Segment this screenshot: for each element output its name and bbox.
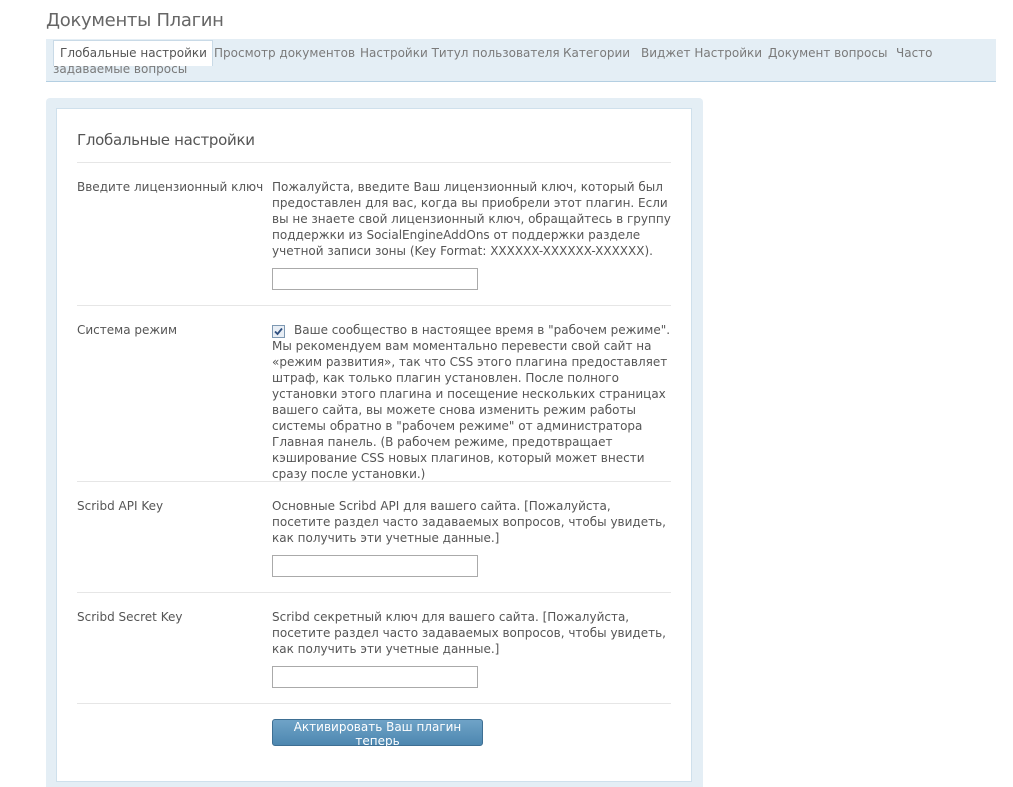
tab-view-documents[interactable]: Просмотр документов bbox=[214, 46, 356, 60]
divider bbox=[77, 481, 671, 482]
tab-user-title-settings[interactable]: Настройки Титул пользователя bbox=[360, 46, 560, 60]
license-key-description: Пожалуйста, введите Ваш лицензионный ключ, который был предоставлен для вас, когда вы приобрели этот плагин. Если вы не знаете свой лицензионный ключ, обращайтесь в группу поддержки из SocialEngineAddOns от поддержки разделе учетной записи зоны (Key Format: XXXXXX-XXXXXX-XXXXXX). bbox=[272, 180, 671, 258]
form-title: Глобальные настройки bbox=[77, 131, 255, 149]
license-key-input[interactable] bbox=[272, 268, 478, 290]
activate-plugin-button[interactable]: Активировать Ваш плагин теперь bbox=[272, 719, 483, 746]
divider bbox=[77, 592, 671, 593]
tab-faq[interactable]: Часто bbox=[896, 46, 933, 60]
tab-global-settings[interactable]: Глобальные настройки bbox=[53, 40, 213, 66]
system-mode-label: Система режим bbox=[77, 323, 178, 337]
scribd-secret-key-input[interactable] bbox=[272, 666, 478, 688]
system-mode-description: Ваше сообщество в настоящее время в "рабочем режиме". Мы рекомендуем вам моментально перевести свой сайт на «режим развития», так что CSS этого плагина предоставляет штраф, как только плагин установлен. После полного установки этого плагина и посещение нескольких страницах вашего сайта, вы можете снова изменить режим работы системы обратно в "рабочем режиме" от администратора Главная панель. (В рабочем режиме, предотвращает кэширование CSS новых плагинов, который может внести сразу после установки.) bbox=[272, 323, 671, 481]
scribd-secret-key-label: Scribd Secret Key bbox=[77, 610, 183, 624]
page-title: Документы Плагин bbox=[46, 10, 224, 31]
scribd-api-key-label: Scribd API Key bbox=[77, 499, 164, 513]
scribd-secret-key-description: Scribd секретный ключ для вашего сайта. [Пожалуйста, посетите раздел часто задаваемых вопросов, чтобы увидеть, как получить эти учетные данные.] bbox=[272, 610, 666, 656]
tab-document-questions[interactable]: Документ вопросы bbox=[768, 46, 888, 60]
tab-faq-continuation[interactable]: задаваемые вопросы bbox=[53, 62, 188, 76]
divider bbox=[77, 162, 671, 163]
tab-widget-settings[interactable]: Виджет Настройки bbox=[641, 46, 763, 60]
divider bbox=[77, 305, 671, 306]
tab-categories[interactable]: Категории bbox=[563, 46, 631, 60]
tab-bar bbox=[46, 39, 996, 82]
scribd-api-key-input[interactable] bbox=[272, 555, 478, 577]
license-key-label: Введите лицензионный ключ bbox=[77, 180, 264, 194]
scribd-api-key-description: Основные Scribd API для вашего сайта. [Пожалуйста, посетите раздел часто задаваемых вопросов, чтобы увидеть, как получить эти учетные данные.] bbox=[272, 499, 666, 545]
divider bbox=[77, 703, 671, 704]
